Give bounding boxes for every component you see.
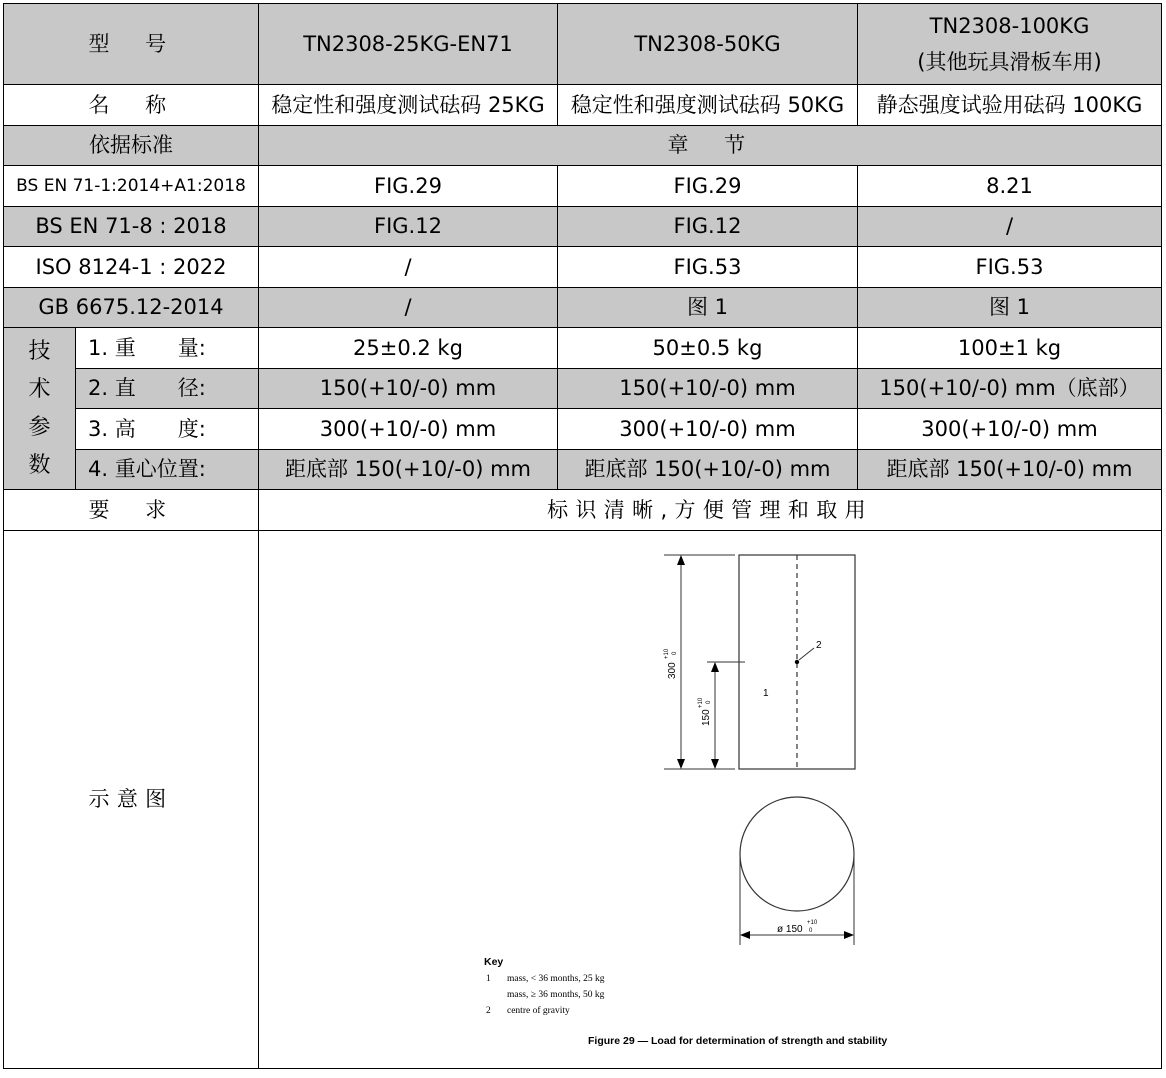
param-name: 3. 高 度: <box>76 409 259 450</box>
standard-row <box>4 206 1162 247</box>
tol-zero-text: 0 <box>672 651 678 655</box>
tech-label-char: 术 <box>28 376 51 402</box>
arrow-head <box>677 759 685 769</box>
arrow-head <box>844 931 854 939</box>
standard-name: BS EN 71-8 : 2018 <box>4 206 259 247</box>
diagram-cell <box>259 530 1162 1068</box>
requirements-row <box>4 490 1162 531</box>
chapter-label: 章 节 <box>259 125 1162 166</box>
figure <box>259 531 1161 1068</box>
key-text: centre of gravity <box>507 1005 570 1016</box>
standard-value: / <box>259 247 558 288</box>
standard-row <box>4 287 1162 328</box>
marker-1: 1 <box>763 687 769 699</box>
tech-label-char: 参 <box>28 414 51 440</box>
dim-300-text: 300 <box>667 661 678 679</box>
model-3 <box>858 4 1162 85</box>
model-3-line1: TN2308-100KG <box>929 14 1090 38</box>
param-value: 150(+10/-0) mm <box>558 368 858 409</box>
param-value: 50±0.5 kg <box>558 328 858 369</box>
standard-name: GB 6675.12-2014 <box>4 287 259 328</box>
tech-row <box>4 328 1162 369</box>
spec-table <box>3 3 1162 1069</box>
tech-row <box>4 409 1162 450</box>
param-value: 距底部 150(+10/-0) mm <box>259 449 558 490</box>
model-1: TN2308-25KG-EN71 <box>259 4 558 85</box>
tol-zero-text: 0 <box>809 927 813 934</box>
standard-value: FIG.53 <box>858 247 1162 288</box>
arrow-head <box>740 931 750 939</box>
param-value: 300(+10/-0) mm <box>558 409 858 450</box>
tech-label-char: 技 <box>28 338 51 364</box>
param-name: 1. 重 量: <box>76 328 259 369</box>
figure-caption: Figure 29 — Load for determination of strength and stability <box>588 1034 888 1047</box>
tol-zero-text: 0 <box>706 700 712 704</box>
param-value: 150(+10/-0) mm <box>259 368 558 409</box>
standard-label: 依据标准 <box>4 125 259 166</box>
standard-row <box>4 166 1162 207</box>
param-value: 300(+10/-0) mm <box>858 409 1162 450</box>
tech-row <box>4 368 1162 409</box>
tol-text: +10 <box>807 919 818 926</box>
leader-line <box>799 648 814 660</box>
param-value: 100±1 kg <box>858 328 1162 369</box>
centre-of-gravity-point <box>795 659 799 663</box>
model-row <box>4 4 1162 85</box>
name-3: 静态强度试验用砝码 100KG <box>858 85 1162 126</box>
arrow-head <box>711 759 719 769</box>
weight-drawing <box>259 531 1161 1068</box>
param-value: 150(+10/-0) mm（底部） <box>858 368 1162 409</box>
standard-name: ISO 8124-1 : 2022 <box>4 247 259 288</box>
standard-value: FIG.12 <box>558 206 858 247</box>
param-name: 2. 直 径: <box>76 368 259 409</box>
param-value: 300(+10/-0) mm <box>259 409 558 450</box>
name-1: 稳定性和强度测试砝码 25KG <box>259 85 558 126</box>
param-value: 25±0.2 kg <box>259 328 558 369</box>
model-label: 型 号 <box>4 4 259 85</box>
requirements-label: 要 求 <box>4 490 259 531</box>
standard-value: 8.21 <box>858 166 1162 207</box>
key-num: 2 <box>486 1005 491 1016</box>
standard-name: BS EN 71-1:2014+A1:2018 <box>4 166 259 207</box>
cylinder-plan <box>740 797 854 911</box>
diagram-label: 示意图 <box>4 530 259 1068</box>
param-name: 4. 重心位置: <box>76 449 259 490</box>
tol-text: +10 <box>698 697 704 708</box>
standard-value: FIG.29 <box>558 166 858 207</box>
arrow-head <box>677 555 685 565</box>
standard-value: / <box>858 206 1162 247</box>
standard-value: FIG.12 <box>259 206 558 247</box>
model-3-line2: (其他玩具滑板车用) <box>917 50 1102 74</box>
tol-text: +10 <box>664 648 670 659</box>
standard-value: 图 1 <box>858 287 1162 328</box>
name-2: 稳定性和强度测试砝码 50KG <box>558 85 858 126</box>
diagram-row <box>4 530 1162 1068</box>
name-row <box>4 85 1162 126</box>
dim-150-text: 150 <box>701 708 712 726</box>
model-2: TN2308-50KG <box>558 4 858 85</box>
key-text: mass, ≥ 36 months, 50 kg <box>507 989 605 1000</box>
standard-value: FIG.53 <box>558 247 858 288</box>
standard-value: / <box>259 287 558 328</box>
standard-value: 图 1 <box>558 287 858 328</box>
name-label: 名 称 <box>4 85 259 126</box>
key-num: 1 <box>486 973 491 984</box>
arrow-head <box>711 662 719 672</box>
tech-label <box>4 328 76 490</box>
key-text: mass, < 36 months, 25 kg <box>507 973 605 984</box>
key-title: Key <box>484 955 504 968</box>
diameter-text: ø 150 <box>777 923 803 935</box>
requirements-value: 标识清晰,方便管理和取用 <box>259 490 1162 531</box>
standard-row <box>4 247 1162 288</box>
param-value: 距底部 150(+10/-0) mm <box>558 449 858 490</box>
standard-header-row <box>4 125 1162 166</box>
marker-2: 2 <box>816 639 822 651</box>
param-value: 距底部 150(+10/-0) mm <box>858 449 1162 490</box>
standard-value: FIG.29 <box>259 166 558 207</box>
tech-label-char: 数 <box>28 452 51 478</box>
tech-row <box>4 449 1162 490</box>
